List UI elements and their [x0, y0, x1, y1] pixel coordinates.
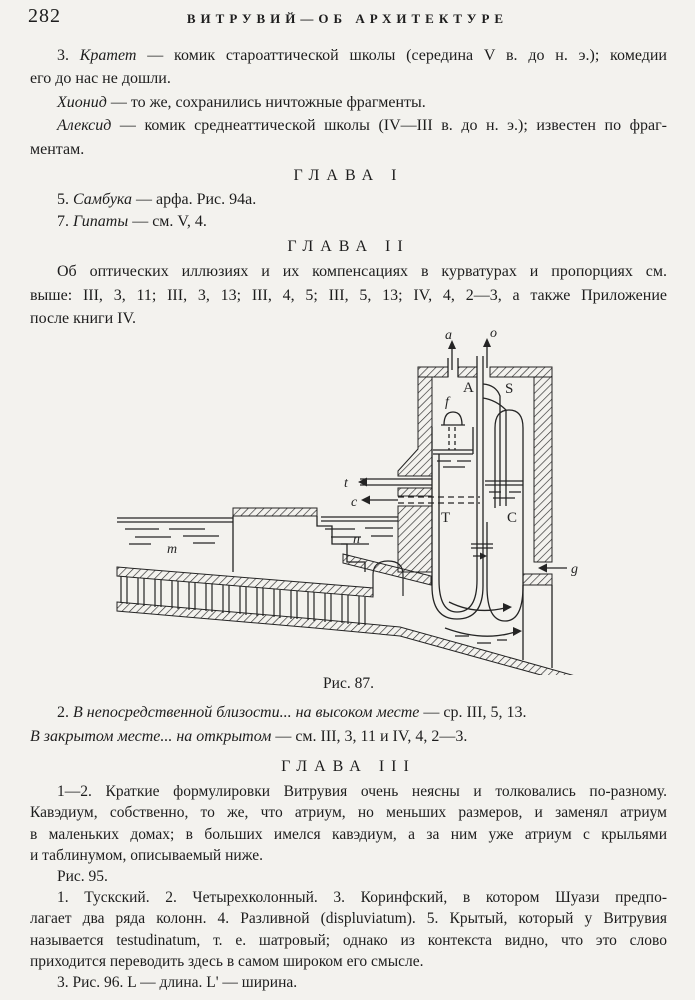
line-text: — комик среднеаттической школы (IV—III в. до н. э.); известен по фраг- [111, 117, 667, 135]
item-number: 2. [57, 704, 73, 722]
label-t: t [344, 476, 348, 492]
text-line: Кавэдиум, собственно, то же, что атриум, но меньших размеров, и заменял атриум [30, 804, 667, 822]
line-text: ментам. [30, 140, 85, 158]
label-C: C [507, 510, 518, 527]
text-block [30, 44, 667, 993]
chapter-heading-3: ГЛАВА III [281, 758, 416, 776]
figure-caption: Рис. 87. [323, 675, 374, 693]
text-line: выше: III, 3, 11; III, 3, 13; III, 4, 5; III, 5, 13; IV, 4, 2—3, а также Приложение [30, 286, 667, 304]
page-number: 282 [28, 5, 61, 27]
label-c: c [351, 495, 358, 511]
text-line: называется testudinatum, т. е. шатровый; однако из контекста видно, что это слово [30, 931, 667, 949]
line-text: — см. III, 3, 11 и IV, 4, 2—3. [271, 727, 468, 745]
item-number: 5. [57, 191, 73, 209]
text-line: и таблинумом, описываемый ниже. [30, 846, 263, 864]
label-f: f [445, 395, 449, 411]
text-line [30, 138, 667, 161]
italic-term: Алексид [57, 117, 112, 135]
italic-term: Самбука [73, 191, 133, 209]
text-line: в маленьких домах; в больших имелся кавэдиум, а за ним уже атриум с крыльями [30, 825, 667, 843]
italic-term: Хионид [57, 93, 107, 111]
text-line: Рис. 95. [57, 868, 108, 886]
text-line: 1. Тускский. 2. Четырехколонный. 3. Коринфский, в котором Шуази предпо- [57, 889, 667, 907]
text-line [30, 91, 667, 114]
text-line [30, 44, 667, 67]
figure-87-diagram [115, 330, 660, 675]
text-line: после книги IV. [30, 310, 136, 328]
text-line [30, 725, 667, 748]
text-line [30, 701, 667, 724]
label-o: o [490, 330, 497, 342]
text-line [30, 189, 667, 211]
text-line [30, 211, 667, 233]
label-m: m [167, 542, 178, 558]
text-line: Об оптических иллюзиях и их компенсациях в курватурах и пропорциях см. [57, 263, 667, 281]
label-A: A [463, 380, 474, 397]
label-S: S [505, 381, 514, 398]
label-g: g [571, 562, 578, 578]
text-line [30, 114, 667, 137]
italic-quote: В непосредственной близости... на высоком месте [73, 704, 420, 722]
line-text: — ср. III, 5, 13. [419, 704, 527, 722]
item-number: 7. [57, 212, 73, 230]
figure-notes [30, 701, 667, 748]
italic-quote: В закрытом месте... на открытом [30, 727, 272, 745]
italic-term: Гипаты [73, 212, 129, 230]
line-text: его до нас не дошли. [30, 70, 171, 88]
label-T: T [441, 510, 451, 527]
text-line: приходится переводить здесь в самом широком его смысле. [30, 952, 424, 970]
chapter-3-notes [30, 781, 667, 993]
line-text: — арфа. Рис. 94а. [132, 191, 257, 209]
item-number: 3. [57, 47, 80, 64]
water-tower [360, 356, 552, 668]
chapter-heading-2: ГЛАВА II [287, 238, 410, 256]
line-text: — см. V, 4. [128, 212, 207, 230]
flow-arrows [445, 602, 522, 643]
text-line: 1—2. Краткие формулировки Витрувия очень неясны и толковались по-разному. [57, 783, 667, 801]
text-line: 3. Рис. 96. L — длина. L' — ширина. [57, 974, 298, 992]
label-n: n [353, 532, 360, 548]
label-a: a [445, 330, 452, 344]
running-header: ВИТРУВИЙ—ОБ АРХИТЕКТУРЕ [186, 11, 509, 26]
italic-term: Кратет [79, 47, 137, 64]
text-line [30, 67, 667, 90]
text-line: лагает два ряда колонн. 4. Разливной (displuviatum). 5. Крытый, который у Витрувия [30, 910, 667, 928]
chapter-heading-1: ГЛАВА I [293, 167, 404, 185]
line-text: — комик староаттической школы (середина V в. до н. э.); комедии [136, 47, 667, 64]
figure-87 [115, 330, 667, 675]
line-text: — то же, сохранились ничтожные фрагменты. [106, 93, 426, 111]
